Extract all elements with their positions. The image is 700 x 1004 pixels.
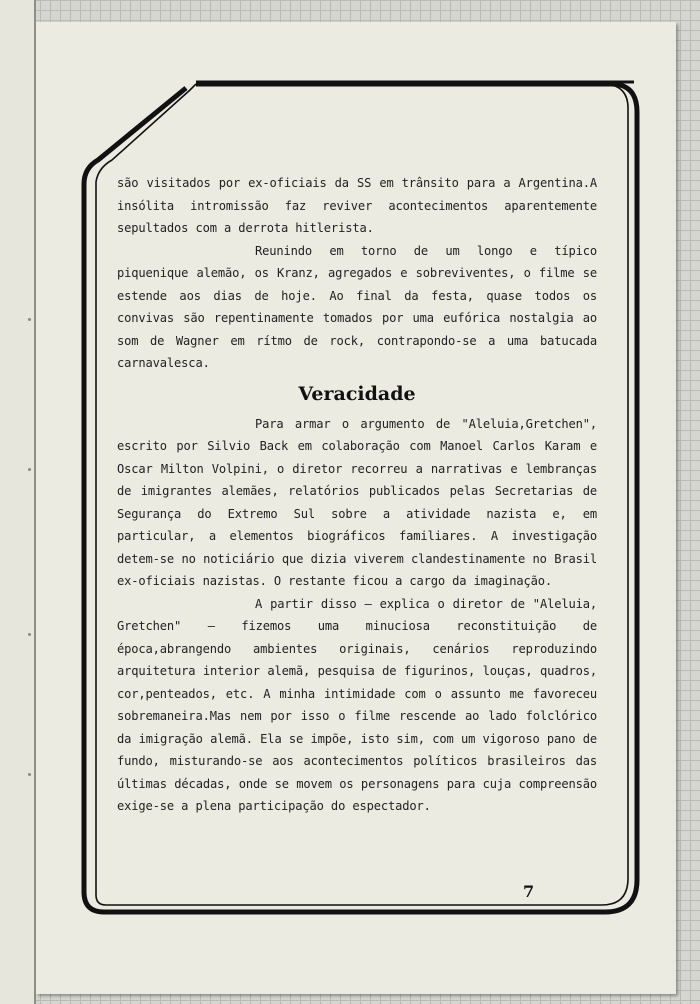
paragraph-3: Para armar o argumento de "Aleluia,Gretchen", escrito por Silvio Back em colaboração com Manoel Carlos Karam e Oscar Milton Volpini, o diretor recorreu a narrativas e lembranças de imigrantes alemães, relatórios publicados pelas Secretarias de Segurança do Extremo Sul sobre a atividade nazista e, em particular, a elementos biográficos familiares. A investigação detem-se no noticiário que dizia viverem clandestinamente no Brasil ex-oficiais nazistas. O restante ficou a cargo da imaginação. bbox=[117, 416, 597, 588]
paragraph-1: são visitados por ex-oficiais da SS em trânsito para a Argentina.A insólita intromissão faz reviver acontecimentos aparentemente sepultados com a derrota hitlerista. bbox=[117, 176, 597, 235]
paragraph-2: Reunindo em torno de um longo e típico piquenique alemão, os Kranz, agregados e sobreviventes, o filme se estende aos dias de hoje. Ao final da festa, quase todos os convivas são repentinamente tomados por uma eufórica nostalgia ao som de Wagner em rítmo de rock, contrapondo-se a uma batucada carnavalesca. bbox=[117, 243, 597, 370]
paragraph-4: A partir disso — explica o diretor de "Aleluia, Gretchen" — fizemos uma minuciosa reconstituição de época,abrangendo ambientes originais, cenários reproduzindo arquitetura interior alemã, pesquisa de figurinos, louças, quadros, cor,penteados, etc. A minha intimidade com o assunto me favoreceu sobremaneira.Mas nem por isso o filme rescende ao lado folclórico da imigração alemã. Ela se impõe, isto sim, com um vigoroso pano de fundo, misturando-se aos acontecimentos políticos brasileiros das últimas décadas, onde se movem os personagens para cuja compreensão exige-se a plena participação do espectador. bbox=[117, 596, 597, 813]
page-number: 7 bbox=[523, 882, 535, 901]
article-body bbox=[117, 172, 597, 818]
section-heading: Veracidade bbox=[298, 382, 416, 405]
